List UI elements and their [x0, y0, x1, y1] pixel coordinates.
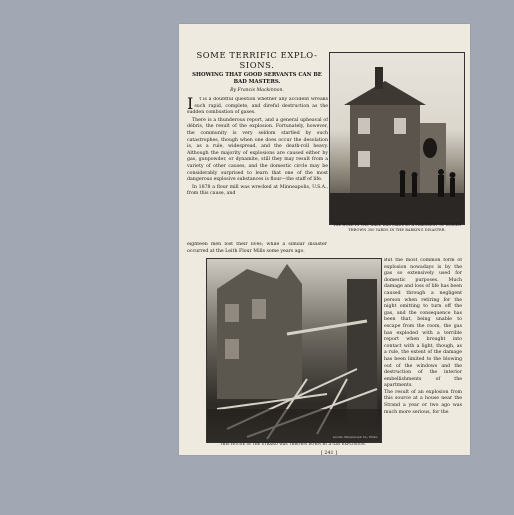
- house-illustration: [330, 53, 464, 224]
- body-column-mid-right: [331, 242, 459, 256]
- photo-strand-house: [206, 258, 382, 443]
- body-paragraph-1: [187, 97, 328, 117]
- body-paragraph-2: There is a thunderous report, and a general upheaval of débris, the result of the explosion. Fortunately, however, the community is very seldom startled by such catastrophes, though when one does occur the desolation is, as a rule, widespread, and the death-roll heavy. Although the majority of explosions are caused either by gas, gunpowder, or dynamite, still they may result from a variety of other causes, and the domestic circle may be considerably surprised to learn that one of the most dangerous explosive substances is flour—the staff of life.: [187, 117, 328, 183]
- title-line-2: SIONS.: [239, 60, 275, 70]
- body-column-left: [187, 97, 328, 242]
- article-byline: By Francis Mackinnon.: [230, 88, 284, 93]
- body-column-right: But the most common form of explosion nowadays is by the gas so extensively used for domestic purposes. Much damage and loss of life has been caused through a negligent person when retiring for the night omitting to turn off the gas, and the consequence has been that, being unable to escape from the room, the gas has exploded with a terrible report when brought into contact with a light, though, as a rule, the extent of the damage has been limited to the blowing out of the windows and the destruction of the interior embellishments of the apartments. The result of an explosion from this source at a house near the Strand a year or two ago was much more serious, for the: [384, 258, 462, 415]
- page-number: [ 241 ]: [321, 451, 337, 455]
- caption-main-photo: THIS HOUSE IN THE STRAND WAS THROWN DOWN BY A GAS EXPLOSION.: [220, 442, 366, 446]
- article-subtitle: SHOWING THAT GOOD SERVANTS CAN BE BAD MASTERS.: [192, 72, 322, 85]
- body-paragraph-3: In 1878 a flour mill was wrecked at Minneapolis, U.S.A., from this cause, and: [187, 184, 328, 197]
- dropcap: I: [187, 97, 194, 113]
- body-paragraph-1-text: t is a doubtful question whether any accident wreaks such rapid, complete, and direful destruction as the sudden combustion of gases.: [187, 97, 328, 116]
- photo-credit: London Stereoscopic Co., Photo.: [332, 435, 378, 439]
- caption-top-photo: THE HOLE IN THE WALL WAS MADE BY A FRAGMENT OF BOILER THROWN 300 YARDS IN THE BARKING DISASTER.: [332, 223, 462, 232]
- magazine-page: [179, 24, 470, 455]
- photo-barking-house: [329, 52, 465, 225]
- title-line-1: SOME TERRIFIC EXPLO-: [196, 50, 318, 60]
- body-column-mid: eighteen men lost their lives; while a similar disaster occurred at the Leith Flour Mills some years ago.: [187, 242, 327, 254]
- ruins-illustration: [207, 259, 381, 442]
- article-title: [187, 50, 327, 70]
